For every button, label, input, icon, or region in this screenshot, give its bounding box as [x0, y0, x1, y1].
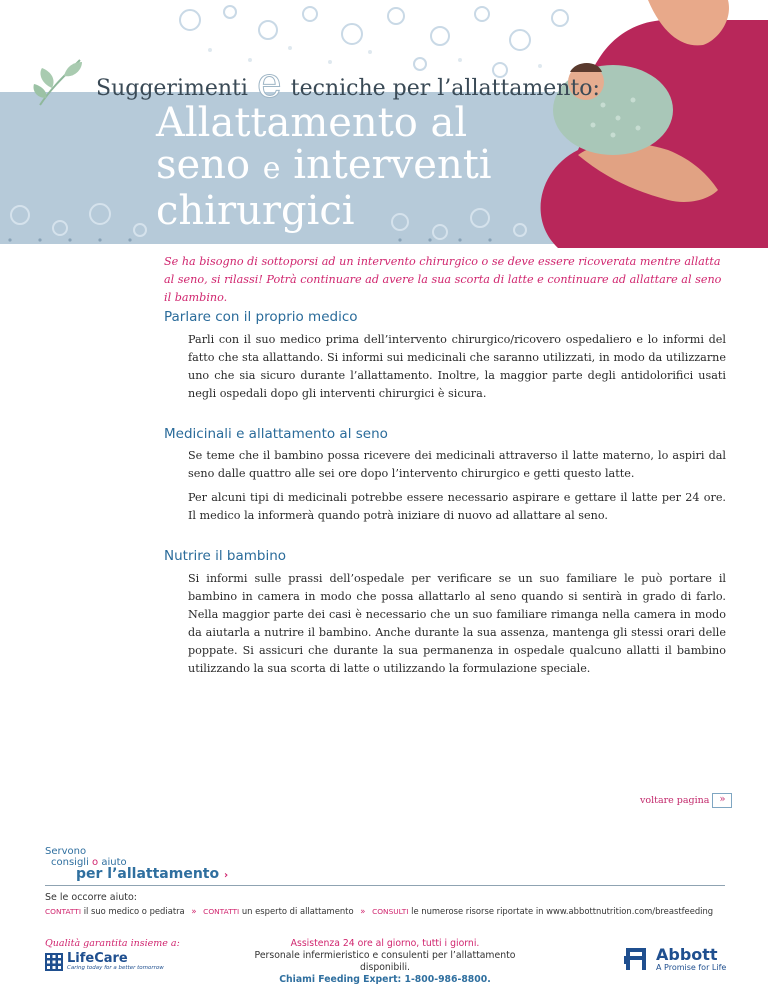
abbott-name: Abbott — [656, 944, 718, 964]
logo-consigli-text: consigli — [51, 857, 89, 868]
section-paragraph: Se teme che il bambino possa ricevere dei medicinali attraverso il latte materno, lo aspiri dal seno dalle quattro alle sei ore dopo l’intervento chirurgico e getti questo latte. — [188, 449, 726, 480]
turn-page-label: voltare pagina — [640, 795, 710, 806]
section-paragraph: Per alcuni tipi di medicinali potrebbe essere necessario aspirare e gettare il latte per 24 ore. Il medico la informerà quando potrà iniziare di nuovo ad allattare al seno. — [188, 491, 726, 522]
page-title — [156, 102, 576, 232]
intro-text: Se ha bisogno di sottoporsi ad un intervento chirurgico o se deve essere ricoverata mentre allatta al seno, si rilassi! Potrà continuare ad avere la sua scorta di latte e continuare ad allattare al seno il bambino. — [164, 255, 722, 304]
contact-key: CONSULTI — [372, 907, 409, 916]
abbott-tagline: A Promise for Life — [656, 962, 727, 972]
title-line2a: seno — [156, 142, 251, 188]
logo-per-allattamento — [76, 866, 228, 882]
contact-key: CONTATTI — [203, 907, 240, 916]
section-heading-nutrire: Nutrire il bambino — [164, 548, 287, 564]
supertitle-e: e — [256, 58, 282, 107]
contacts-line — [45, 906, 735, 916]
contact-key: CONTATTI — [45, 907, 82, 916]
separator-icon: » — [360, 906, 366, 916]
section-heading-medico: Parlare con il proprio medico — [164, 309, 358, 325]
contact-value-link[interactable]: le numerose risorse riportate in www.abbottnutrition.com/breastfeeding — [411, 906, 714, 916]
contact-value: il suo medico o pediatra — [83, 906, 185, 916]
supertitle-pre: Suggerimenti — [96, 76, 248, 101]
turn-page-link[interactable] — [640, 793, 732, 808]
assistance-line2: Personale infermieristico e consulenti per l’allattamento disponibili. — [254, 950, 516, 973]
abbott-a-icon — [622, 946, 650, 972]
section-paragraph: Si informi sulle prassi dell’ospedale per verificare se un suo familiare le può portare il bambino in camera in modo che possa allattarlo al seno quando si sentirà in grado di farlo. Nella maggior parte dei casi è necessario che un suo familiare rimanga nella camera in modo da aiutarla a nutrire il bambino. Anche durante la sua assenza, mantenga gli stessi orari delle poppate. Si assicuri che durante la sua permanenza in ospedale qualcuno allatti il bambino utilizzando la sua scorta di latte o utilizzando la formulazione speciale. — [188, 572, 726, 675]
lifecare-tagline: Caring today for a better tomorrow — [67, 965, 164, 971]
section-paragraph: Parli con il suo medico prima dell’intervento chirurgico/ricovero ospedaliero e lo informi del fatto che sta allattando. Si informi sui medicinali che saranno utilizzati, in modo da utilizzarne uno che sia sicuro durante l’allattamento. Inoltre, la maggior parte degli antidolorifici usati negli ospedali dopo gli interventi chirurgici è sicura. — [188, 333, 726, 400]
title-line1: Allattamento al — [156, 100, 468, 146]
vine-leaf-icon — [30, 50, 100, 110]
lifecare-logo — [45, 952, 164, 971]
title-line2b: e — [262, 151, 281, 186]
separator-icon: » — [191, 906, 197, 916]
logo-per-text: per l’allattamento — [76, 866, 220, 882]
logo-servono-text: Servono — [45, 846, 87, 857]
footer-divider — [45, 885, 725, 886]
assistance-info — [240, 938, 530, 986]
logo-aiuto-text: aiuto — [101, 857, 127, 868]
lifecare-name: LifeCare — [67, 951, 128, 966]
turn-page-arrow-icon: » — [712, 793, 732, 808]
title-line3: chirurgici — [156, 188, 355, 234]
assistance-line1: Assistenza 24 ore al giorno, tutti i giorni. — [290, 938, 480, 949]
assistance-phone: Chiami Feeding Expert: 1-800-986-8800. — [279, 974, 491, 985]
lifecare-text — [67, 952, 164, 971]
lifecare-grid-icon — [45, 953, 63, 971]
chevron-right-icon: › — [223, 870, 229, 881]
servono-consigli-logo — [45, 846, 127, 868]
contact-value: un esperto di allattamento — [241, 906, 354, 916]
quality-text: Qualità garantita insieme a: — [45, 938, 180, 949]
logo-o-text: o — [92, 857, 99, 868]
supertitle-post: tecniche per l’allattamento: — [290, 76, 600, 101]
hero-banner — [0, 0, 768, 248]
help-title: Se le occorre aiuto: — [45, 892, 137, 903]
abbott-text — [656, 944, 727, 972]
abbott-logo — [622, 946, 726, 972]
title-line2c: interventi — [293, 142, 492, 188]
section-heading-medicinali: Medicinali e allattamento al seno — [164, 426, 388, 442]
